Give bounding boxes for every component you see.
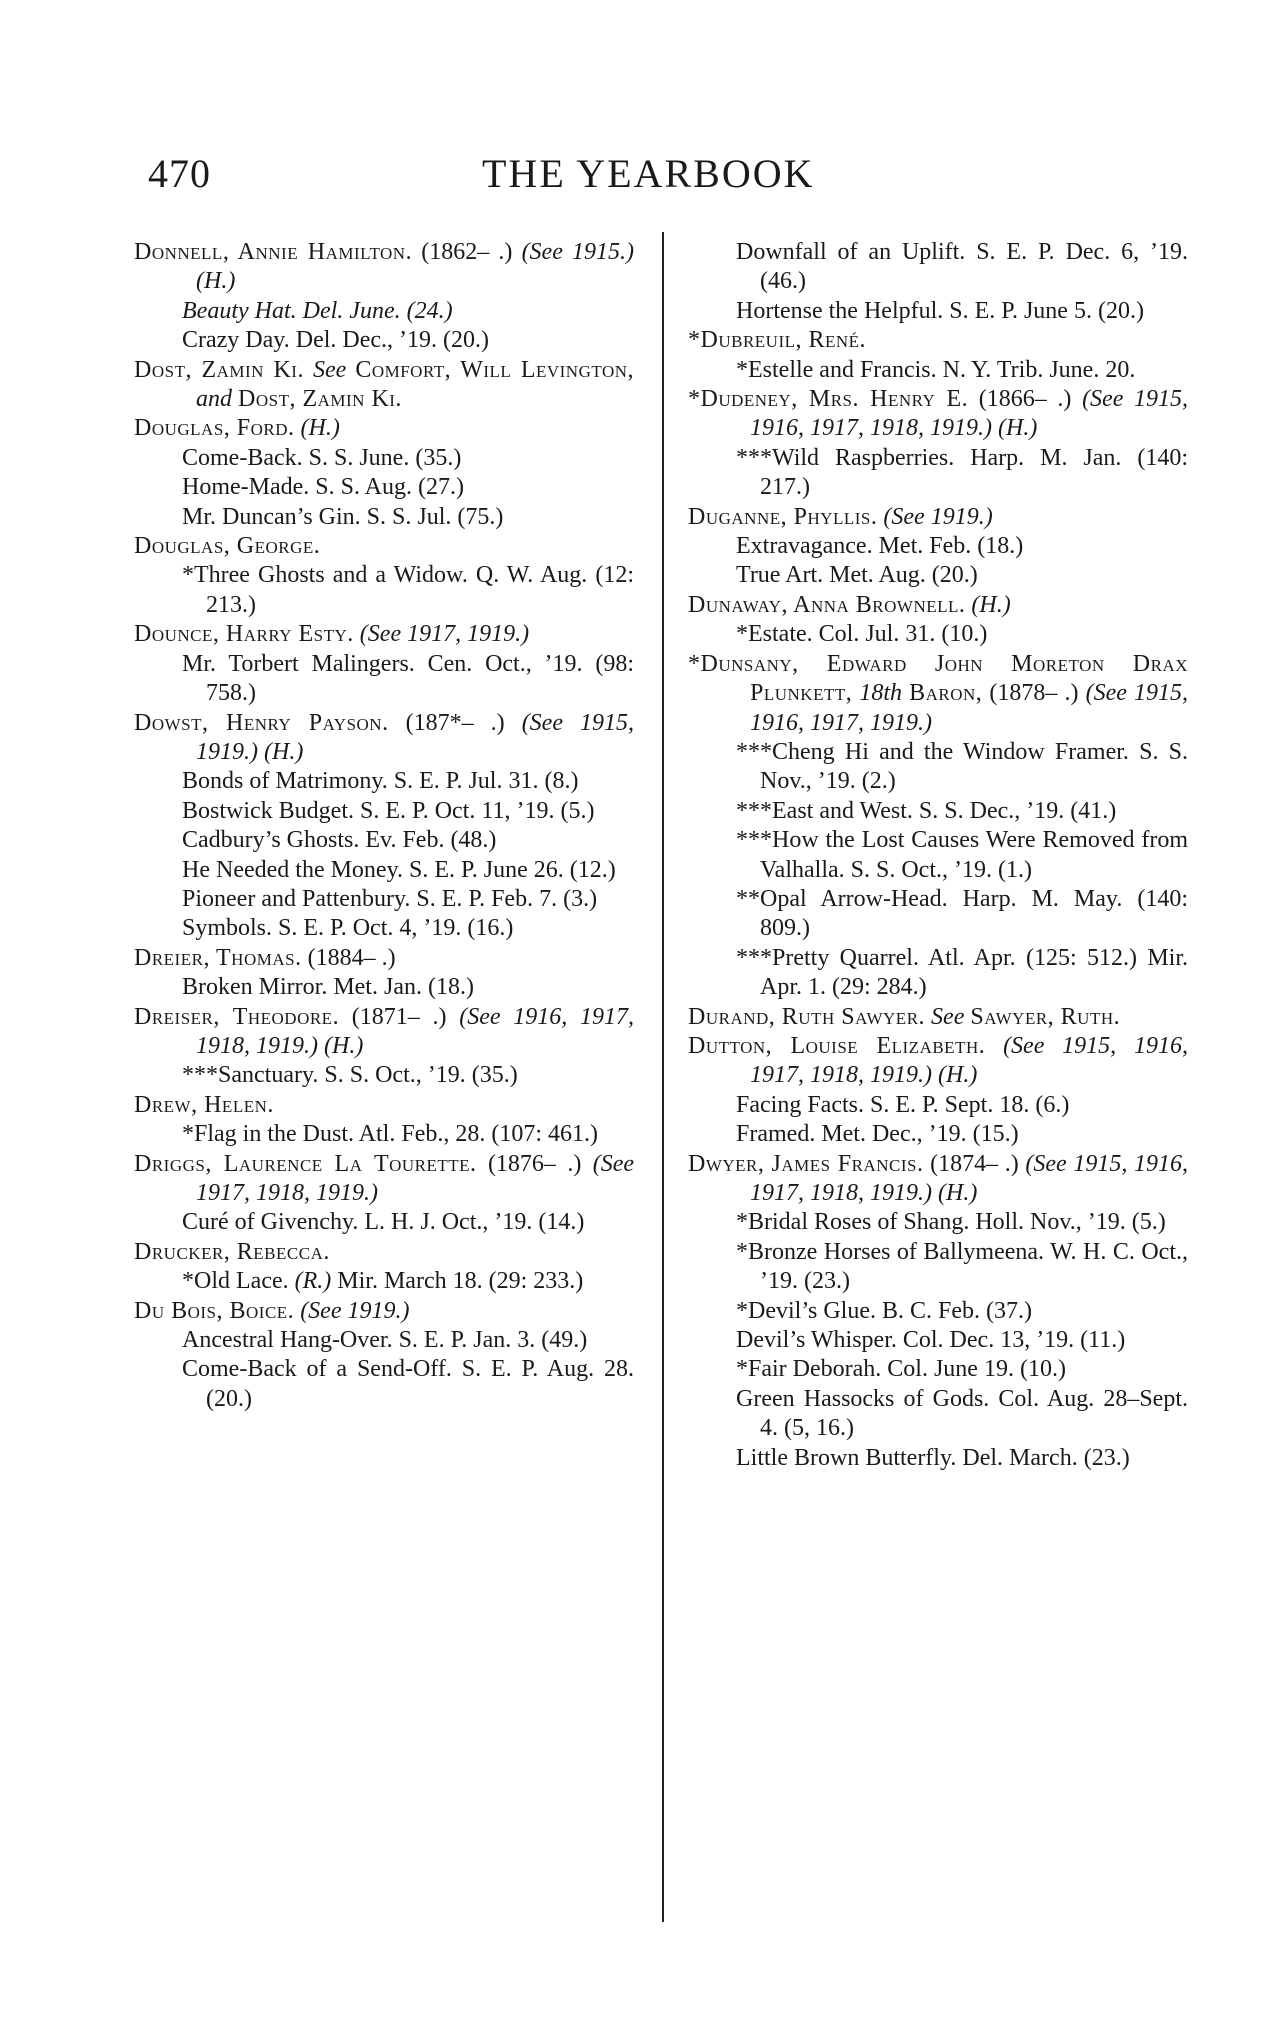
author-name: Dunaway, Anna Brownell.	[688, 591, 966, 618]
story-entry	[134, 1355, 634, 1414]
italic-text: (See 1919.)	[300, 1297, 410, 1324]
text-run: *Flag in the Dust. Atl. Feb., 28. (107: 461.)	[182, 1121, 598, 1148]
text-run: *Estate. Col. Jul. 31. (10.)	[736, 621, 988, 648]
text-run: (1878– .)	[982, 680, 1086, 707]
author-name: Durand, Ruth Sawyer.	[688, 1003, 926, 1030]
story-entry	[134, 1061, 634, 1090]
author-entry	[688, 591, 1188, 620]
text-run: Downfall of an Uplift. S. E. P. Dec. 6, ’19. (46.)	[736, 239, 1188, 295]
author-name: Dwyer, James Francis.	[688, 1150, 924, 1177]
story-entry	[134, 326, 634, 355]
story-entry	[688, 1326, 1188, 1355]
story-entry	[134, 1326, 634, 1355]
text-run: Hortense the Helpful. S. E. P. June 5. (20.)	[736, 297, 1144, 324]
author-entry	[688, 503, 1188, 532]
story-entry	[134, 650, 634, 709]
story-entry	[688, 1091, 1188, 1120]
story-entry	[134, 1208, 634, 1237]
text-run: He Needed the Money. S. E. P. June 26. (12.)	[182, 856, 616, 883]
text-run: *Old Lace.	[182, 1268, 295, 1295]
italic-text: See	[312, 356, 347, 383]
italic-text: (See 1919.)	[883, 503, 993, 530]
text-run: ***Wild Raspberries. Harp. M. Jan. (140: 217.)	[736, 444, 1188, 501]
text-run: **Opal Arrow-Head. Harp. M. May. (140: 809.)	[736, 885, 1188, 942]
italic-text: (See 1916, 1917, 1918, 1919.) (H.)	[196, 1003, 635, 1059]
text-run: Pioneer and Pattenbury. S. E. P. Feb. 7. (3.)	[182, 885, 598, 912]
story-entry	[688, 1385, 1188, 1444]
text-run: ***How the Lost Causes Were Removed from Valhalla. S. S. Oct., ’19. (1.)	[736, 827, 1188, 883]
story-entry	[688, 356, 1188, 385]
page-number: 470	[148, 151, 211, 196]
text-run: Come-Back. S. S. June. (35.)	[182, 444, 462, 471]
author-entry	[688, 385, 1188, 444]
text-run: Little Brown Butterfly. Del. March. (23.)	[736, 1444, 1130, 1471]
author-name: Drucker, Rebecca.	[134, 1238, 330, 1265]
author-entry	[688, 650, 1188, 738]
italic-text: (See 1915, 1916, 1917, 1919.)	[750, 680, 1189, 736]
author-entry	[134, 709, 634, 768]
italic-text: See	[931, 1003, 965, 1030]
right-column	[688, 238, 1188, 1473]
author-entry	[134, 1091, 634, 1120]
text-run: True Art. Met. Aug. (20.)	[736, 562, 978, 589]
text-run: Home-Made. S. S. Aug. (27.)	[182, 474, 464, 501]
author-name: Driggs, Laurence La Tourette.	[134, 1150, 477, 1177]
author-entry	[134, 414, 634, 443]
text-run: *Devil’s Glue. B. C. Feb. (37.)	[736, 1297, 1032, 1324]
author-name: Dost, Zamin Ki.	[238, 386, 402, 413]
text-run: (187*– .)	[388, 709, 522, 736]
story-entry	[134, 826, 634, 855]
author-name: Du Bois, Boice.	[134, 1297, 295, 1324]
text-run: ***East and West. S. S. Dec., ’19. (41.)	[736, 797, 1117, 824]
author-entry	[688, 1003, 1188, 1032]
author-entry	[134, 238, 634, 297]
running-head: THE YEARBOOK	[482, 151, 815, 196]
text-run: ***Cheng Hi and the Window Framer. S. S. Nov., ’19. (2.)	[736, 738, 1188, 795]
text-run: (1884– .)	[301, 944, 396, 971]
text-run: (1862– .)	[412, 239, 522, 265]
text-run: (1871– .)	[339, 1003, 460, 1030]
author-name: *Dudeney, Mrs. Henry E.	[688, 386, 969, 413]
story-entry	[134, 1267, 634, 1296]
story-entry	[688, 797, 1188, 826]
story-entry	[688, 1297, 1188, 1326]
text-run: Crazy Day. Del. Dec., ’19. (20.)	[182, 327, 489, 354]
text-run: (1874– .)	[923, 1150, 1026, 1177]
text-run	[985, 1033, 1003, 1059]
author-name: Dutton, Louise Elizabeth.	[688, 1032, 986, 1059]
text-run: Devil’s Whisper. Col. Dec. 13, ’19. (11.)	[736, 1327, 1126, 1354]
author-entry	[688, 1032, 1188, 1091]
text-run: Mr. Duncan’s Gin. S. S. Jul. (75.)	[182, 503, 504, 530]
story-entry	[134, 914, 634, 943]
author-name: Donnell, Annie Hamilton.	[134, 239, 413, 265]
author-entry	[134, 1003, 634, 1062]
text-run	[346, 357, 355, 383]
story-entry	[688, 1208, 1188, 1237]
author-name: Douglas, Ford.	[134, 415, 295, 442]
text-run: *Three Ghosts and a Widow. Q. W. Aug. (12: 213.)	[182, 562, 634, 618]
text-run: ***Sanctuary. S. S. Oct., ’19. (35.)	[182, 1062, 518, 1089]
story-entry	[134, 1120, 634, 1149]
story-entry	[134, 767, 634, 796]
text-run: *Estelle and Francis. N. Y. Trib. June. 20.	[736, 356, 1136, 383]
text-run: *Fair Deborah. Col. June 19. (10.)	[736, 1356, 1066, 1383]
text-run: ***Pretty Quarrel. Atl. Apr. (125: 512.) Mir. Apr. 1. (29: 284.)	[736, 944, 1188, 1001]
left-column	[134, 238, 634, 1414]
author-name: Dreiser, Theodore.	[134, 1003, 340, 1030]
italic-text: (See 1915, 1916, 1917, 1918, 1919.) (H.)	[750, 386, 1189, 442]
author-entry	[134, 532, 634, 561]
italic-text: (See 1917, 1918, 1919.)	[196, 1150, 634, 1206]
author-name: Dost, Zamin Ki.	[134, 356, 304, 383]
author-entry	[688, 1150, 1188, 1209]
story-entry	[688, 561, 1188, 590]
author-name: Sawyer, Ruth.	[970, 1003, 1121, 1030]
author-name: *Dubreuil, René.	[688, 327, 867, 354]
italic-text: 18th	[859, 680, 902, 707]
author-entry	[134, 1297, 634, 1326]
author-entry	[134, 944, 634, 973]
text-run: Bostwick Budget. S. E. P. Oct. 11, ’19. (5.)	[182, 797, 595, 824]
story-entry	[688, 1355, 1188, 1384]
author-name: Comfort, Will Levington,	[355, 356, 634, 383]
story-entry	[134, 885, 634, 914]
italic-text: (H.)	[971, 591, 1011, 618]
story-entry	[134, 973, 634, 1002]
story-entry	[134, 797, 634, 826]
author-name: Baron,	[909, 680, 983, 707]
text-run: Mr. Torbert Malingers. Cen. Oct., ’19. (98: 758.)	[182, 650, 634, 707]
italic-text: (H.)	[300, 415, 340, 442]
italic-text: (See 1917, 1919.)	[359, 621, 530, 648]
author-name: Drew, Helen.	[134, 1091, 274, 1118]
italic-text: (See 1915, 1919.) (H.)	[196, 709, 635, 765]
text-run: Framed. Met. Dec., ’19. (15.)	[736, 1121, 1019, 1148]
story-entry	[688, 885, 1188, 944]
author-entry	[134, 1150, 634, 1209]
text-run: *Bronze Horses of Ballymeena. W. H. C. Oct., ’19. (23.)	[736, 1238, 1188, 1295]
story-entry	[688, 532, 1188, 561]
text-run: *Bridal Roses of Shang. Holl. Nov., ’19. (5.)	[736, 1209, 1166, 1236]
italic-text: (See 1915, 1916, 1917, 1918, 1919.) (H.)	[750, 1032, 1189, 1089]
story-entry	[688, 1120, 1188, 1149]
story-entry	[688, 297, 1188, 326]
text-run: Ancestral Hang-Over. S. E. P. Jan. 3. (49.)	[182, 1327, 588, 1354]
story-entry	[688, 738, 1188, 797]
column-divider	[662, 232, 664, 1922]
italic-text: Beauty Hat. Del. June. (24.)	[182, 297, 453, 324]
author-name: Douglas, George.	[134, 533, 321, 560]
text-run: Symbols. S. E. P. Oct. 4, ’19. (16.)	[182, 915, 514, 942]
story-entry	[134, 297, 634, 326]
author-name: Dreier, Thomas.	[134, 944, 302, 971]
italic-text: (See 1915.) (H.)	[196, 239, 635, 295]
text-run: Broken Mirror. Met. Jan. (18.)	[182, 974, 474, 1001]
story-entry	[134, 473, 634, 502]
author-entry	[134, 1238, 634, 1267]
text-run: Bonds of Matrimony. S. E. P. Jul. 31. (8.)	[182, 768, 579, 795]
story-entry	[134, 856, 634, 885]
italic-text: and	[196, 386, 232, 413]
italic-text: (See 1915, 1916, 1917, 1918, 1919.) (H.)	[750, 1150, 1189, 1206]
italic-text: (R.)	[294, 1268, 332, 1295]
author-name: Dounce, Harry Esty.	[134, 621, 354, 648]
text-run: Extravagance. Met. Feb. (18.)	[736, 533, 1024, 560]
story-entry	[134, 444, 634, 473]
author-name: Dowst, Henry Payson.	[134, 709, 389, 736]
text-run: Cadbury’s Ghosts. Ev. Feb. (48.)	[182, 827, 497, 854]
story-entry	[688, 620, 1188, 649]
author-entry	[134, 620, 634, 649]
author-name: Duganne, Phyllis.	[688, 503, 878, 530]
text-run: Mir. March 18. (29: 233.)	[331, 1268, 584, 1295]
story-entry	[688, 1238, 1188, 1297]
story-entry	[688, 826, 1188, 885]
author-entry	[688, 326, 1188, 355]
story-entry	[134, 503, 634, 532]
text-run: Curé of Givenchy. L. H. J. Oct., ’19. (14.)	[182, 1209, 585, 1236]
story-entry	[134, 561, 634, 620]
text-run	[304, 357, 313, 383]
text-run: Facing Facts. S. E. P. Sept. 18. (6.)	[736, 1091, 1070, 1118]
text-run: Green Hassocks of Gods. Col. Aug. 28–Sept. 4. (5, 16.)	[736, 1385, 1188, 1442]
story-entry	[688, 444, 1188, 503]
text-run: (1866– .)	[968, 386, 1083, 413]
story-entry	[688, 944, 1188, 1003]
story-entry	[688, 1444, 1188, 1473]
story-entry	[688, 238, 1188, 297]
text-run: Come-Back of a Send-Off. S. E. P. Aug. 28. (20.)	[182, 1356, 634, 1412]
author-entry	[134, 356, 634, 415]
author-name: *Dunsany, Edward John Moreton Drax Plunkett,	[688, 650, 1188, 707]
text-run: (1876– .)	[476, 1150, 593, 1177]
